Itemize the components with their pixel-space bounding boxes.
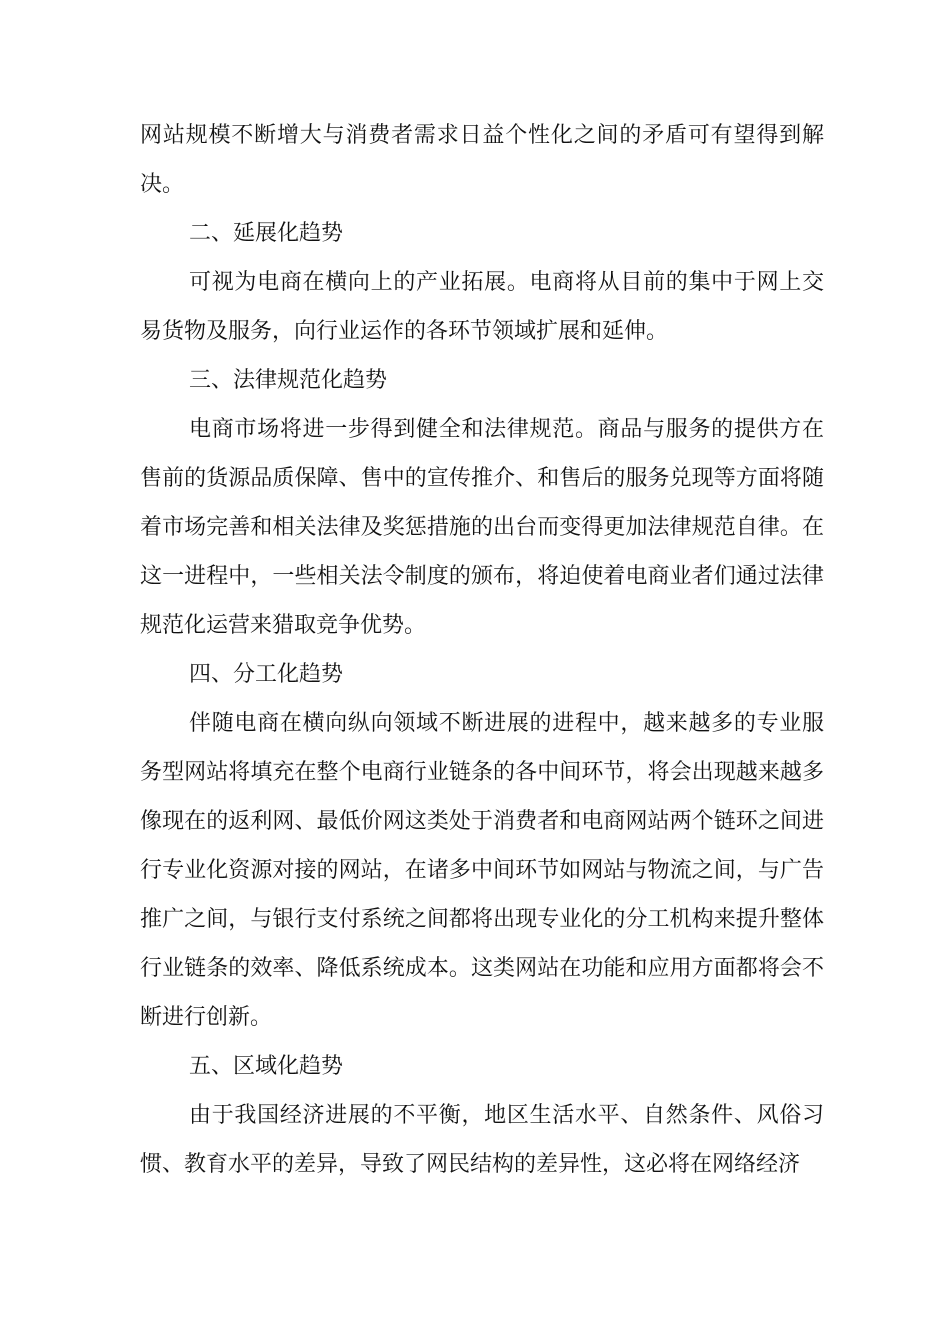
paragraph-extension-trend: 可视为电商在横向上的产业拓展。电商将从目前的集中于网上交易货物及服务，向行业运作的各环节领域扩展和延伸。 (140, 270, 824, 344)
paragraph-continuation: 网站规模不断增大与消费者需求日益个性化之间的矛盾可有望得到解决。 (140, 123, 824, 197)
section-heading-division-trend: 四、分工化趋势 (189, 662, 344, 687)
section-heading-legal-trend: 三、法律规范化趋势 (189, 368, 388, 393)
section-heading-regional-trend: 五、区域化趋势 (189, 1054, 344, 1079)
section-heading-extension-trend: 二、延展化趋势 (189, 221, 344, 246)
document-body (140, 111, 824, 1189)
paragraph-legal-trend: 电商市场将进一步得到健全和法律规范。商品与服务的提供方在售前的货源品质保障、售中的宣传推介、和售后的服务兑现等方面将随着市场完善和相关法律及奖惩措施的出台而变得更加法律规范自律。在这一进程中，一些相关法令制度的颁布，将迫使着电商业者们通过法律规范化运营来猎取竞争优势。 (140, 417, 824, 638)
paragraph-regional-trend: 由于我国经济进展的不平衡，地区生活水平、自然条件、风俗习惯、教育水平的差异，导致了网民结构的差异性，这必将在网络经济 (140, 1103, 824, 1177)
paragraph-division-trend: 伴随电商在横向纵向领域不断进展的进程中，越来越多的专业服务型网站将填充在整个电商行业链条的各中间环节，将会出现越来越多像现在的返利网、最低价网这类处于消费者和电商网站两个链环之间进行专业化资源对接的网站，在诸多中间环节如网站与物流之间，与广告推广之间，与银行支付系统之间都将出现专业化的分工机构来提升整体行业链条的效率、降低系统成本。这类网站在功能和应用方面都将会不断进行创新。 (140, 711, 824, 1030)
